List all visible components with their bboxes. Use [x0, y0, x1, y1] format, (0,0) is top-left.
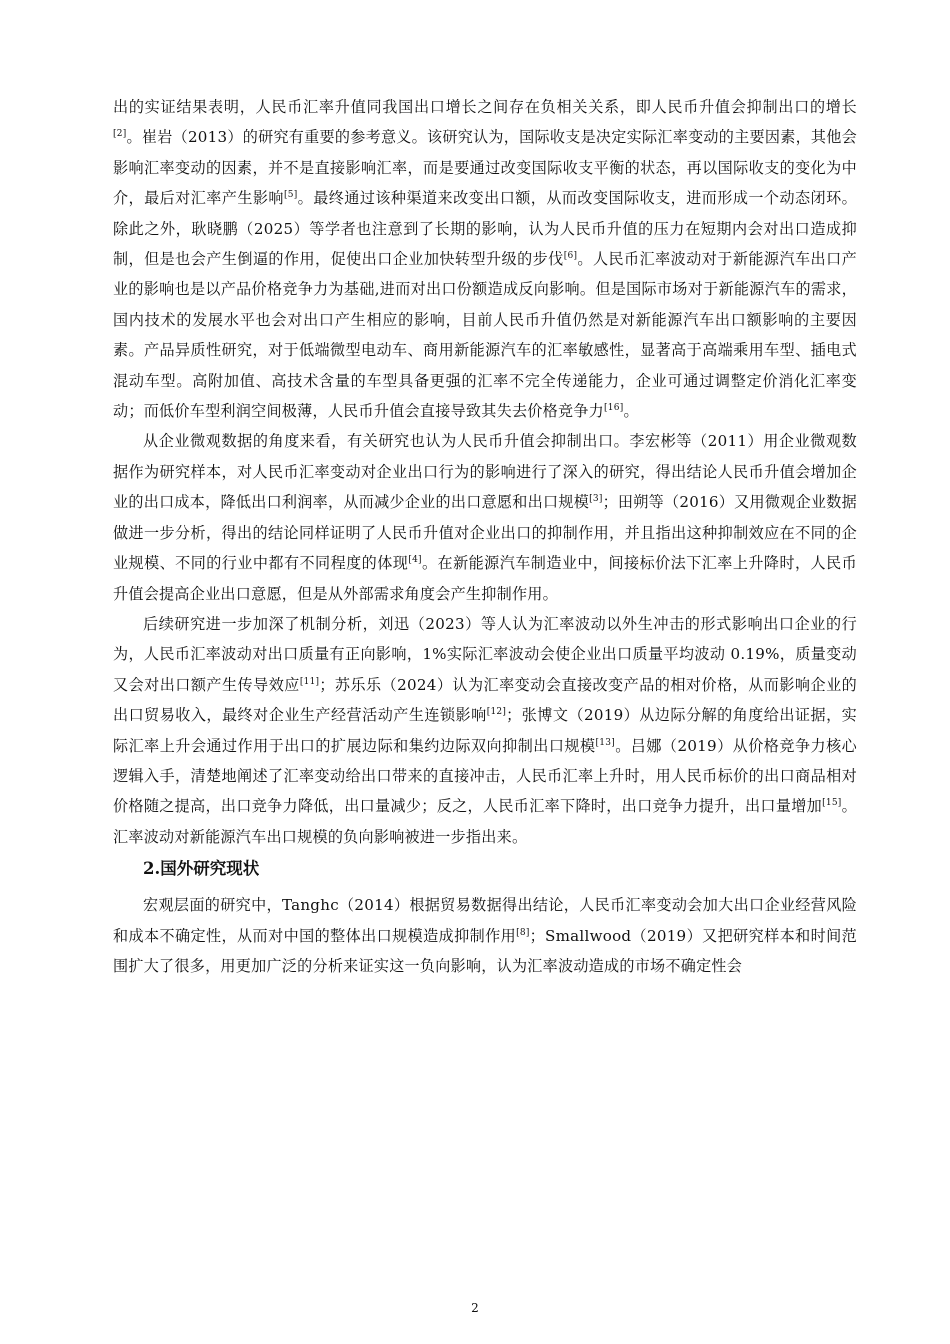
body-text	[113, 92, 857, 981]
citation-5: [5]	[283, 190, 298, 201]
citation-2: [2]	[113, 129, 127, 140]
paragraph-1: 出的实证结果表明，人民币汇率升值同我国出口增长之间存在负相关关系，即人民币升值会抑制出口的增长[2]。崔岩（2013）的研究有重要的参考意义。该研究认为，国际收支是决定实际汇率变动的主要因素，其他会影响汇率变动的因素，并不是直接影响汇率，而是要通过改变国际收支平衡的状态，再以国际收支的变化为中介，最后对汇率产生影响[5]。最终通过该种渠道来改变出口额，从而改变国际收支，进而形成一个动态闭环。除此之外，耿晓鹏（2025）等学者也注意到了长期的影响，认为人民币升值的压力在短期内会对出口造成抑制，但是也会产生倒逼的作用，促使出口企业加快转型升级的步伐[6]。人民币汇率波动对于新能源汽车出口产业的影响也是以产品价格竞争力为基础,进而对出口份额造成反向影响。但是国际市场对于新能源汽车的需求，国内技术的发展水平也会对出口产生相应的影响，目前人民币升值仍然是对新能源汽车出口额影响的主要因素。产品异质性研究，对于低端微型电动车、商用新能源汽车的汇率敏感性，显著高于高端乘用车型、插电式混动车型。高附加值、高技术含量的车型具备更强的汇率不完全传递能力，企业可通过调整定价消化汇率变动；而低价车型利润空间极薄，人民币升值会直接导致其失去价格竞争力[16]。	[113, 98, 857, 421]
citation-8: [8]	[516, 927, 530, 938]
page-number: 2	[471, 1301, 479, 1315]
citation-4: [4]	[408, 555, 422, 566]
citation-15: [15]	[822, 798, 842, 809]
citation-13: [13]	[595, 737, 615, 748]
paragraph-2: 从企业微观数据的角度来看，有关研究也认为人民币升值会抑制出口。李宏彬等（2011）用企业微观数据作为研究样本，对人民币汇率变动对企业出口行为的影响进行了深入的研究，得出结论人民币升值会增加企业的出口成本，降低出口利润率，从而减少企业的出口意愿和出口规模[3]；田朔等（2016）又用微观企业数据做进一步分析，得出的结论同样证明了人民币升值对企业出口的抑制作用，并且指出这种抑制效应在不同的企业规模、不同的行业中都有不同程度的体现[4]。在新能源汽车制造业中，间接标价法下汇率上升降时，人民币升值会提高企业出口意愿，但是从外部需求角度会产生抑制作用。	[113, 432, 857, 603]
paragraph-4: 宏观层面的研究中，Tanghc（2014）根据贸易数据得出结论，人民币汇率变动会加大出口企业经营风险和成本不确定性，从而对中国的整体出口规模造成抑制作用[8]；Smallwood（2019）又把研究样本和时间范围扩大了很多，用更加广泛的分析来证实这一负向影响，认为汇率波动造成的市场不确定性会	[113, 896, 857, 975]
paragraph-3: 后续研究进一步加深了机制分析，刘迅（2023）等人认为汇率波动以外生冲击的形式影响出口企业的行为，人民币汇率波动对出口质量有正向影响，1%实际汇率波动会使企业出口质量平均波动 0.19%，质量变动又会对出口额产生传导效应[11]；苏乐乐（2024）认为汇率变动会直接改变产品的相对价格，从而影响企业的出口贸易收入，最终对企业生产经营活动产生连锁影响[12]；张博文（2019）从边际分解的角度给出证据，实际汇率上升会通过作用于出口的扩展边际和集约边际双向抑制出口规模[13]。吕娜（2019）从价格竞争力核心逻辑入手，清楚地阐述了汇率变动给出口带来的直接冲击，人民币汇率上升时，用人民币标价的出口商品相对价格随之提高，出口竞争力降低，出口量减少；反之，人民币汇率下降时，出口竞争力提升，出口量增加[15]。汇率波动对新能源汽车出口规模的负向影响被进一步指出来。	[113, 614, 857, 846]
citation-3: [3]	[589, 494, 603, 505]
citation-16: [16]	[604, 403, 624, 414]
citation-6: [6]	[563, 251, 578, 262]
citation-11: [11]	[299, 676, 320, 687]
citation-12: [12]	[486, 707, 507, 718]
section-heading: 2.国外研究现状	[143, 859, 260, 879]
